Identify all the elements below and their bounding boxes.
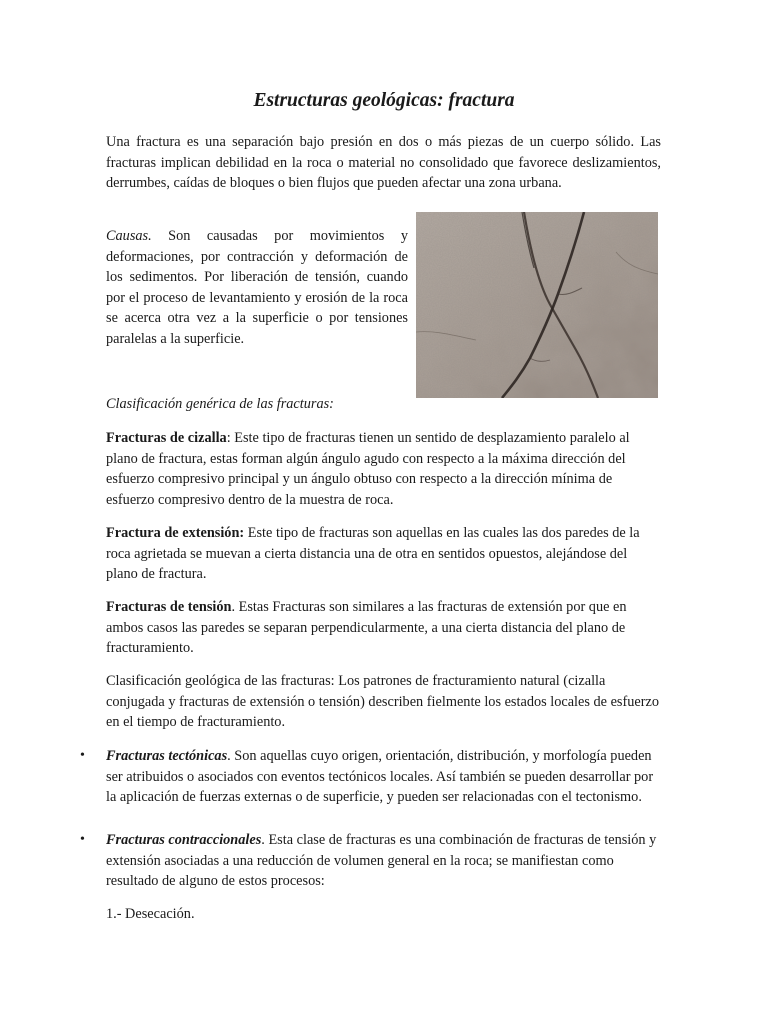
cizalla-text: : Este tipo de fracturas tienen un sentido de desplazamiento paralelo al plano de fractura, estas forman algún ángulo agudo con respecto a la máxima dirección del esfuerzo compresivo principal y un ángulo obtuso con respecto a la dirección mínima de esfuerzo compresivo dentro de la muestra de roca. — [106, 430, 630, 508]
causas-paragraph — [106, 226, 408, 350]
tectonicas-paragraph — [106, 746, 664, 808]
fractured-rock-photo — [416, 212, 658, 398]
list-item-desecacion: 1.- Desecación. — [106, 906, 195, 922]
extension-term: Fractura de extensión: — [106, 525, 245, 541]
document-title: Estructuras geológicas: fractura — [253, 90, 515, 111]
clasificacion-generica-text: Clasificación genérica de las fracturas: — [106, 396, 334, 412]
contraccionales-text: . Esta clase de fracturas es una combinación de fracturas de tensión y extensión asociadas a una reducción de volumen general en la roca; se manifiestan como resultado de alguno de estos procesos: — [106, 832, 657, 890]
tectonicas-term: Fracturas tectónicas — [106, 748, 228, 764]
cizalla-term: Fracturas de cizalla — [106, 430, 227, 446]
clasificacion-generica-heading — [106, 394, 661, 415]
tension-term: Fracturas de tensión — [106, 599, 232, 615]
causas-label: Causas. — [106, 228, 152, 244]
bullet-icon: • — [80, 748, 85, 763]
contraccionales-term: Fracturas contraccionales — [106, 832, 262, 848]
tectonicas-text: . Son aquellas cuyo origen, orientación, distribución, y morfología pueden ser atribuidos o asociados con eventos tectónicos locales. Así también se pueden desarrollar por la aplicación de fuerzas externas o de superficie, y pueden ser relacionadas con el tectonismo. — [106, 748, 654, 806]
cizalla-paragraph — [106, 428, 661, 510]
extension-paragraph — [106, 523, 661, 585]
contraccionales-paragraph — [106, 830, 664, 892]
causas-text: Son causadas por movimientos y deformaciones, por contracción y deformación de los sedimentos. Por liberación de tensión, cuando por el proceso de levantamiento y erosión de la roca se acerca otra vez a la superficie o por tensiones paralelas a la superficie. — [106, 228, 408, 347]
extension-text: Este tipo de fracturas son aquellas en las cuales las dos paredes de la roca agrietada se muevan a cierta distancia una de otra en sentidos opuestos, alejándose del plano de fractura. — [106, 525, 640, 583]
intro-paragraph: Una fractura es una separación bajo presión en dos o más piezas de un cuerpo sólido. Las fracturas implican debilidad en la roca o material no consolidado que favorece deslizamientos, derrumbes, caídas de bloques o bien flujos que pueden afectar una zona urbana. — [106, 134, 661, 192]
bullet-icon: • — [80, 832, 85, 847]
tension-paragraph — [106, 597, 661, 659]
clasificacion-geologica-paragraph: Clasificación geológica de las fracturas: Los patrones de fracturamiento natural (cizalla conjugada y fracturas de extensión o tensión) describen fielmente los estados locales de esfuerzo en el tiempo de fracturamiento. — [106, 673, 660, 731]
tension-text: . Estas Fracturas son similares a las fracturas de extensión por que en ambos casos las paredes se separan perpendicularmente, a una cierta distancia del plano de fracturamiento. — [106, 599, 627, 657]
